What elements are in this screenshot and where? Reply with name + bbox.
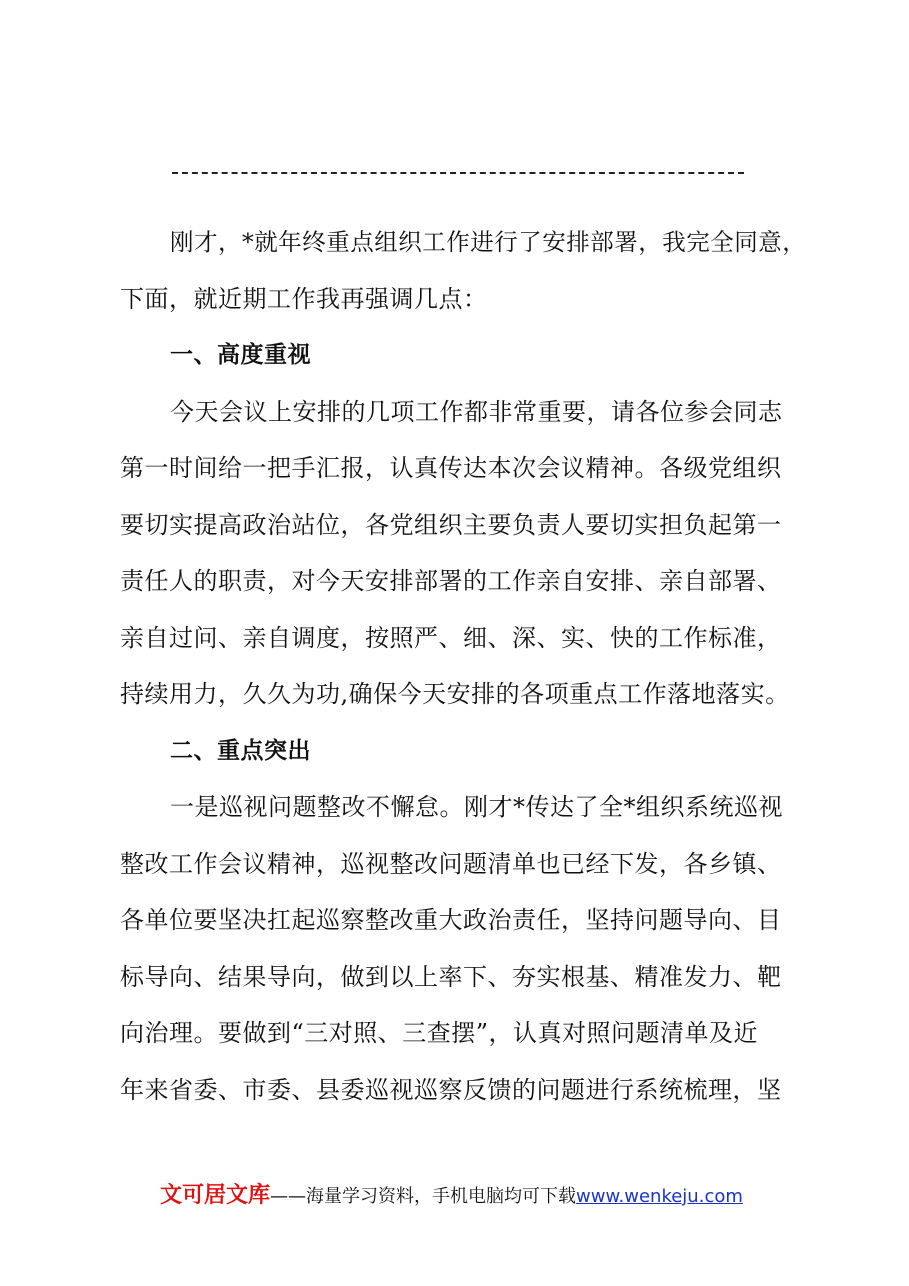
paragraph-1-line-1: 刚才，*就年终重点组织工作进行了安排部署，我完全同意， [170, 228, 807, 256]
paragraph-3-line-6: 年来省委、市委、县委巡视巡察反馈的问题进行系统梳理，坚 [120, 1075, 782, 1104]
document-body [120, 214, 810, 1118]
paragraph-3-line-3: 各单位要坚决扛起巡察整改重大政治责任，坚持问题导向、目 [120, 906, 782, 934]
paragraph-3-line-1: 一是巡视问题整改不懈怠。刚才*传达了全*组织系统巡视 [170, 793, 783, 821]
header-separator-line [172, 172, 744, 174]
footer-brand-name: 文可居文库 [160, 1183, 271, 1208]
paragraph-3-line-2: 整改工作会议精神，巡视整改问题清单也已经下发，各乡镇、 [120, 849, 782, 878]
paragraph-3-line-5: 向治理。要做到“三对照、三查摆”，认真对照问题清单及近 [120, 1019, 759, 1047]
paragraph-2-line-6: 持续用力，久久为功,确保今天安排的各项重点工作落地落实。 [120, 680, 790, 708]
footer-site-link[interactable]: www.wenkeju.com [576, 1186, 743, 1207]
paragraph-2-line-4: 责任人的职责，对今天安排部署的工作亲自安排、亲自部署、 [120, 567, 782, 595]
paragraph-2-line-2: 第一时间给一把手汇报，认真传达本次会议精神。各级党组织 [120, 454, 782, 482]
section-heading-2: 二、重点突出 [170, 737, 311, 764]
section-heading-1: 一、高度重视 [170, 342, 311, 368]
footer-banner [160, 1180, 840, 1213]
paragraph-1-line-2: 下面，就近期工作我再强调几点： [120, 284, 488, 313]
footer-tagline: ——海量学习资料，手机电脑均可下载 [270, 1186, 577, 1207]
paragraph-3-line-4: 标导向、结果导向，做到以上率下、夯实根基、精准发力、靶 [120, 962, 782, 991]
paragraph-2-line-5: 亲自过问、亲自调度，按照严、细、深、实、快的工作标准， [120, 623, 782, 652]
paragraph-2-line-3: 要切实提高政治站位，各党组织主要负责人要切实担负起第一 [120, 510, 782, 539]
paragraph-2-line-1: 今天会议上安排的几项工作都非常重要，请各位参会同志 [170, 397, 783, 426]
